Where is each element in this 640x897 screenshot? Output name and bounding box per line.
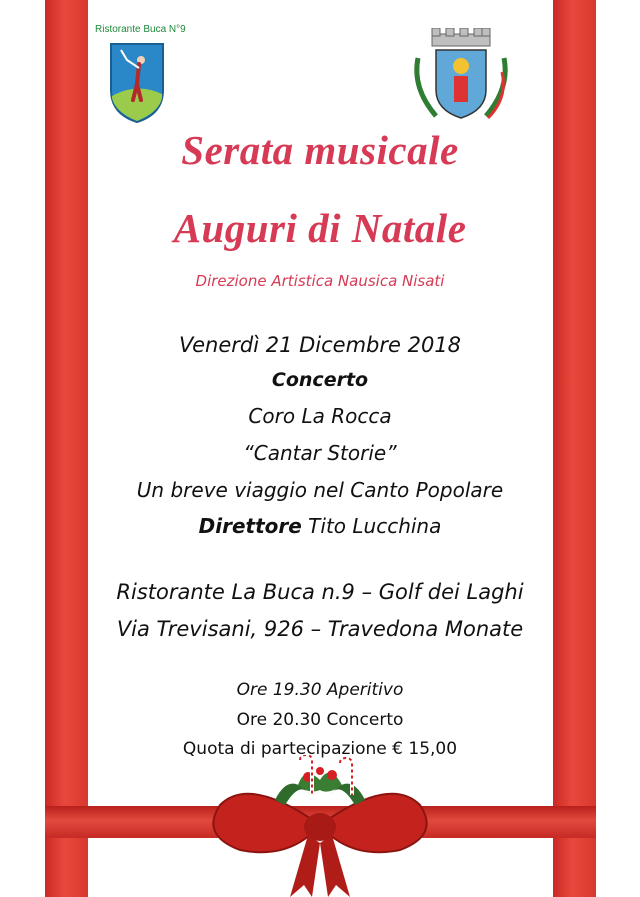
concerto-time: Ore 20.30 Concerto — [236, 710, 404, 730]
participation-price: Quota di partecipazione € 15,00 — [182, 739, 458, 759]
director-name: Tito Lucchina — [308, 514, 442, 538]
christmas-bow-icon — [180, 755, 460, 897]
director-label: Direttore — [198, 514, 302, 538]
venue-address: Via Trevisani, 926 – Travedona Monate — [116, 617, 524, 641]
title-line-1: Serata musicale — [181, 127, 459, 173]
title-line-2: Auguri di Natale — [173, 205, 467, 251]
aperitivo-time: Ore 19.30 Aperitivo — [236, 680, 404, 700]
restaurant-logo — [95, 24, 195, 124]
director-line — [0, 514, 640, 538]
concert-label: Concerto — [271, 369, 369, 391]
show-title: “Cantar Storie” — [243, 441, 397, 465]
event-date: Venerdì 21 Dicembre 2018 — [178, 333, 462, 357]
choir-name: Coro La Rocca — [248, 404, 392, 428]
concert-description: Un breve viaggio nel Canto Popolare — [136, 478, 504, 502]
golfer-shield-icon — [107, 38, 167, 124]
venue-name: Ristorante La Buca n.9 – Golf dei Laghi — [116, 580, 524, 604]
artistic-direction: Direzione Artistica Nausica Nisati — [195, 272, 445, 290]
restaurant-logo-name: Ristorante Buca N°9 — [95, 24, 186, 35]
town-crest-icon — [406, 28, 516, 123]
